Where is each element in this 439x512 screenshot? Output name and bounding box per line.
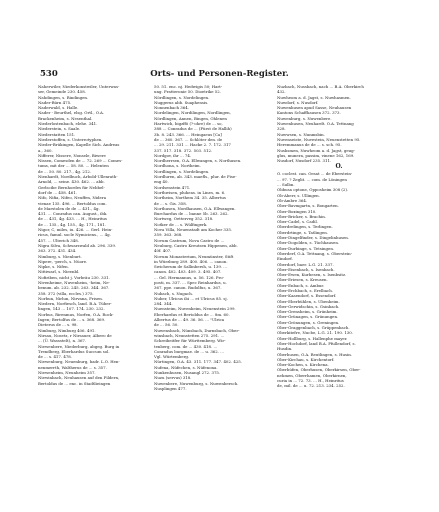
register-entry-line: Nusplingen 477.: [154, 385, 187, 391]
register-entry-line: Niedern, Norfiesch, land. B.A. Tüber-: [38, 301, 112, 307]
register-entry-line: Nahdingen, s. Rindingen.: [38, 94, 89, 100]
register-entry-line: 40f. 407.: [154, 248, 172, 254]
register-entry-line: ... 29. 211. 331 ... Hacke 2. 7. 172. 317: [154, 142, 231, 148]
register-entry-line: Ober-Eisenbach, s. Isenbach.: [277, 266, 335, 272]
register-entry-line: Nuber, Ulricus ibi ... et Ulricus 85. sj.: [154, 295, 228, 301]
register-entry-line: Oberdorf, baer. L.G. 21. 337.: [277, 261, 334, 267]
register-entry-line: Nuwenhusen apud Sasse, Neuhausen: [277, 105, 352, 111]
page-header: [0, 69, 439, 81]
register-entry-line: Ober-Kaaendorf, s. Essendorf.: [277, 293, 337, 299]
register-entry-line: de ... 56. 50.: [154, 322, 179, 328]
register-entry-line: winsbach, Neunstetten 275. 291. ...: [154, 332, 225, 338]
register-entry-line: de ... 431, 4g. 433. ... H., Heinritus: [38, 216, 107, 222]
register-entry-line: ... Sulbn.: [277, 182, 295, 188]
register-entry-line: Albertus de ... 49. 36. 56. ... "Ulrica: [154, 317, 225, 323]
register-entry-line: Nivenheime, Nuvenheim, -heim, Ne-: [38, 279, 110, 285]
register-entry-line: Oberdrelingen, s. Terlingen.: [277, 224, 333, 230]
register-entry-line: posti, m. 337. ... Spec Reinhardus, u.: [154, 279, 227, 285]
register-column-left: [38, 84, 152, 424]
register-entry-line: Ober-Graggenbach, s. Grüppenbach.: [277, 325, 350, 331]
register-entry-line: Nuwheom a. d. Jagst, s. Nuwhasmen.: [277, 94, 351, 100]
register-entry-line: Ober-Bavmgartn, s. Bongarten.: [277, 203, 339, 209]
register-entry-line: Schreibeitfer für Württemberg. Wir-: [154, 338, 226, 344]
register-entry-line: Vgl. Würtemberg.: [154, 354, 190, 360]
register-entry-line: 457. ... Ulterich 348.: [38, 237, 79, 243]
register-entry-line: Ober-Grünagen, s. Grünungen.: [277, 314, 339, 320]
register-entry-line: Niewinbach, Neuhausen auf den Fildern,: [38, 375, 120, 381]
register-entry-line: Nigra Silva, Schwarzwald ab. 296. 339.: [38, 242, 117, 248]
register-entry-line: Nonnenbach 364.: [154, 105, 189, 111]
register-entry-line: Novum Castrum, Nova Castro de ...: [154, 237, 225, 243]
register-entry-line: Northwisen, pluheas. in Lines, m. 6.: [154, 189, 226, 195]
register-entry-line: 328.: [277, 126, 286, 132]
register-entry-line: Oberhusen, O.A. Reutlingen, s. Husin.: [277, 351, 353, 357]
register-entry-line: nenmerrth, Waltherus de ... s. 357.: [38, 364, 107, 370]
register-entry-line: Nuzu (servus) 318.: [154, 375, 192, 381]
register-entry-line: ung. Fratteronie 50. Dioetrike 52.: [154, 89, 221, 95]
register-entry-line: 431. ... Conradus can. August., ibk.: [38, 211, 108, 217]
register-entry-line: Nittiwarl, s. Nieenbl.: [38, 269, 80, 275]
register-entry-line: Ober-Dogolden, s. Tüchhausen.: [277, 240, 340, 246]
register-entry-line: Nordhona, s. Northeim.: [154, 163, 201, 169]
register-entry-line: Nofiriben, nicht j. Vorbräu 230. 331.: [38, 274, 110, 280]
register-entry-line: Novum Monasterium, Neumünster, Stift: [154, 253, 234, 259]
page-number: 530: [40, 69, 58, 79]
register-entry-line: Trendberg, Eberhardus Succum sol.: [38, 348, 110, 354]
register-entry-line: Arnold, ... seine. 430. 462. ... abb.: [38, 179, 105, 185]
register-entry-line: 363. 372. 431. 434.: [38, 248, 77, 254]
register-entry-line: 432.: [277, 89, 286, 95]
register-entry-line: Nader - Beurthel, elsg. Ortl., O.A.: [38, 110, 105, 116]
register-entry-line: Ober-Hollburg, s. Hallenphe mayer.: [277, 335, 348, 341]
register-entry-line: Conradus burgmae. de ... u. 362. ...: [154, 348, 224, 354]
register-entry-line: Norbun, Nirlun, Nirvana, Frisen.: [38, 295, 103, 301]
register-entry-line: Nordherrsen, O.A. Ellwangen, s. Northusen.: [154, 158, 242, 164]
register-entry-line: Nuzbach, Nussbach, nach ... B.A. Oberkirch: [277, 84, 364, 89]
register-entry-line: Nubach, s. Nugach.: [154, 290, 193, 296]
register-entry-line: Burchardus de ... banne 5b. 263. 262.: [154, 211, 229, 217]
register-entry-line: in Würzburg 289. 400. 406. ... canon.: [154, 258, 228, 264]
register-entry-line: Swicherum de Sallinbersh, u. 139. ...: [154, 264, 227, 270]
register-entry-line: 367. ppe. canon. Rudolfus, u. 367.: [154, 285, 222, 291]
register-entry-line: Nader-Bürn 475.: [38, 99, 72, 105]
register-entry-line: nehmen, Oberrhamen, Oberkirnen,: [277, 372, 347, 378]
register-entry-line: 337. 517. 318. 372. 503. 512.: [154, 147, 213, 153]
register-entry-line: Nunkenhusen, Nusangl 272. 375.: [154, 370, 221, 376]
register-entry-line: Eindorf.: [277, 256, 293, 262]
register-entry-line: Ober-Gerwidschin, s. Gsinbach.: [277, 303, 340, 309]
register-entry-line: Ober-Bricker, s. Brachin.: [277, 213, 327, 219]
register-entry-line: Nirsau, Nosetz, r Nirsauer, Albero de: [38, 332, 112, 338]
register-entry-line: Naderwald, s. Halle.: [38, 105, 79, 111]
register-entry-line: Nordlingen, s. Nordelingen.: [154, 168, 210, 174]
register-entry-line: canon. 402. 403. 409. 3. 495. 407.: [154, 269, 222, 275]
register-entry-line: Ober-Eberbühlen, s. Ubenheim.: [277, 298, 340, 304]
register-entry-line: ... Gel. Hermannus, u. 56. 126. Pro-: [154, 274, 225, 280]
register-entry-line: Ober-Grönungen, s. Greningen.: [277, 319, 340, 325]
register-entry-line: 284. 344.: [154, 301, 173, 307]
register-entry-line: Nordgov, ihr ... 74.: [154, 152, 192, 158]
register-entry-line: de ... 135., 4g. 155., 4g. 171., 181.: [38, 221, 106, 227]
register-entry-line: Notker de ... s. Wülfingerk.: [154, 221, 208, 227]
register-entry-line: glus, munera, passim, vinene 162, 169.: [277, 152, 355, 158]
register-entry-line: Brackenheim, s. Nesenthal.: [38, 115, 93, 121]
register-entry-line: Ober-Hochdorf, land B.A. Pfullendorf, s.: [277, 340, 356, 346]
register-entry-line: Nifo, Nifia, Nifeo, Neuffen, Nidera: [38, 195, 107, 201]
register-entry-line: Ober-Dingelfinder, s. Dingelinhusen.: [277, 235, 350, 241]
register-entry-line: de Marstolen de de ... 431., 4g.: [38, 205, 100, 211]
register-entry-line: Nuggerus abb. Suaphensis.: [154, 99, 209, 105]
register-entry-line: Norbus, Rirenmus, Norfen, O.A. Rock-: [38, 311, 114, 317]
register-entry-line: benum. ab. 232. 245. 263. 344. 367.: [38, 285, 110, 291]
register-entry-line: ... 97. ? Zeglit. ... com. de Löningen: [277, 176, 347, 182]
register-entry-line: Nördlingen, s. Nordelingen.: [154, 94, 210, 100]
register-entry-line: 50. 51. enc. nj. Hedwigis 50; Hart-: [154, 84, 223, 89]
register-entry-line: Nortweg, Oetterveg 352. 318.: [154, 216, 214, 222]
register-entry-line: O. coclest. can. Oesat ... de Eberstein-: [277, 171, 353, 177]
register-entry-line: tenberg, com. de ... 430. 418. ...: [154, 343, 218, 349]
register-entry-line: 359. 363. 368.: [154, 232, 183, 238]
register-entry-line: de ... 360. 367. ... Schlöter den. de: [154, 136, 223, 142]
register-entry-line: Ober-Ewen, Kurbesen, s. Isenbsitz.: [277, 272, 347, 278]
register-entry-line: tums, mit der ... 58. 80. ... Helenten: [38, 163, 109, 169]
register-entry-line: 358. 372 (villa, eccles.) 375.: [38, 290, 94, 296]
register-entry-line: Naherwiler, Niederkonstwiler, Unterwas-: [38, 84, 120, 89]
page-title: Orts- und Personen-Register.: [150, 69, 289, 79]
register-column-middle: [154, 84, 274, 424]
register-entry-line: Nimburg, s. Nienburt.: [38, 253, 82, 259]
register-entry-line: Oberdrtinge, s. Tatlingen.: [277, 229, 328, 235]
register-entry-line: Dieterus de ... s. 98.: [38, 322, 78, 328]
register-entry-line: Niewenheim, Neunheim 357.: [38, 370, 96, 376]
register-entry-line: Oberkitefre, Nucbe, L.G. 21. 190. 130.: [277, 330, 353, 336]
register-entry-line: Nipere, -perch, s. Nüore.: [38, 258, 88, 264]
register-entry-line: vienae 135. 496. ... Bertoldus com.: [38, 200, 107, 206]
register-entry-line: Bertoldus de ... enc. in Stadtlieingen: [38, 380, 111, 386]
register-entry-line: Niederstatten 151.: [38, 131, 76, 137]
register-entry-line: Ober-Grensheim, s. Grünheim.: [277, 309, 338, 315]
register-entry-line: Neuburg, Castro Kreutsen Hippenen, abb.: [154, 242, 238, 248]
register-entry-line: Oberderf, O.A. Tettnang, s. Oberstein-: [277, 250, 353, 256]
register-entry-line: Ob-Aberr, s. Ullingen.: [277, 192, 320, 198]
register-column-right: [277, 84, 401, 424]
register-entry-line: de, mil. de ... u. 72. 213. 234. 252.: [277, 383, 345, 389]
register-entry-line: Nissen, Comesden de ... 72. 269 ... Comes-: [38, 158, 123, 164]
register-entry-line: Ober-Enbach, s. Ambur.: [277, 282, 325, 288]
register-entry-line: Northusen, Nordhausen, O.A. Ellwangen.: [154, 205, 236, 211]
register-entry-line: Ober-Kochen, s. Kirchena.: [277, 362, 329, 368]
register-entry-line: Ober-Boxingen 310.: [277, 208, 317, 214]
register-entry-line: Gerlscibe Bernhordes für Nebbel-: [38, 184, 105, 190]
section-letter-heading: O.: [335, 163, 343, 171]
register-entry-line: Nürtingen, O.A. 43. 311. 177. 347. 402. 425.: [154, 359, 243, 365]
register-entry-line: Nuwensbach, Nünsbach, Durnsbach, Ober-: [154, 327, 240, 333]
register-entry-line: Ober-Erchbach, s. Erelbach.: [277, 287, 333, 293]
register-entry-line: de ... s. Gis. 358.: [154, 200, 187, 206]
register-entry-line: de ... s. 417. 478.: [38, 354, 73, 360]
register-entry-line: Nipke, s. Nifen.: [38, 264, 69, 270]
register-entry-line: Nördlingen, Annen, Bingen, Ohlenen: [154, 115, 227, 121]
register-entry-line: Oberhüfen, Oberhusen, Oberkirsen, Ober-: [277, 367, 361, 373]
register-entry-line: ... (Ü. Wassstelt), n. 367.: [38, 338, 87, 344]
register-entry-line: Ober-Eriesen, s. Kreusen.: [277, 277, 328, 283]
register-entry-line: 388 ... Conradus de ... (Fürst de Hallih): [154, 126, 232, 132]
register-entry-line: Nordsenstein 471.: [154, 184, 191, 190]
register-entry-line: Nufena, Nüfechen, s. Nüfenona.: [154, 364, 218, 370]
register-entry-line: Obbusa optone, Opposheim 308 (2).: [277, 187, 349, 193]
register-entry-line: Ober-Kirchau, s. Kirchentorf.: [277, 356, 335, 362]
register-entry-line: Heremmanus de de ... s. sch. 95.: [277, 142, 342, 148]
register-entry-line: Nienhardt, Nordbuch, Arbold-Ullenrath-: [38, 174, 118, 180]
register-entry-line: curia in ... 72. 73. ... H., Heinritus: [277, 378, 344, 384]
register-entry-line: Nordelingen, Nordilingen, Nordlingen,: [154, 110, 231, 116]
register-entry-line: Nigor, C, miles, iu. 426. ... Gerl. Hein-: [38, 227, 113, 233]
register-entry-line: Ob-Ambre 364.: [277, 197, 308, 203]
register-entry-line: 3b. 8. 243. 366. ... Heingaeus [Ca]: [154, 131, 222, 137]
register-entry-line: Nuvenseiste, Nuvestein, Neuenstetten 95.: [277, 136, 361, 142]
register-entry-line: lingen, 143 ... 107. 174. 230. 232.: [38, 306, 105, 312]
register-entry-line: Husdin.: [277, 346, 293, 352]
register-entry-line: dorf de ... 458. 461.: [38, 189, 77, 195]
register-entry-line: Ingen; Bertolfus de ... s. 368. 369.: [38, 317, 106, 323]
register-entry-line: Niederstoffen, s. Unterrotyphen.: [38, 136, 103, 142]
register-entry-line: a., 360.: [38, 147, 53, 153]
register-entry-line: Kantons Schaffhausen 372. 373.: [277, 110, 341, 116]
register-entry-line: Nifferer, Nissere, Nonsele, Biwere: [38, 152, 106, 158]
register-entry-line: Hartwich, bigzffö (?-ohre) de ... so,: [154, 121, 223, 127]
register-entry-line: Nuwwsen, s. Nunmsbin.: [277, 131, 325, 137]
register-entry-line: Nuwenhusen, Neuhardt. O.A. Tettnang: [277, 121, 354, 127]
register-entry-line: Niederstein, s. Saale.: [38, 126, 81, 132]
register-entry-line: Nuensteim, Nuvenheim, Neuenstein 299.: [154, 306, 236, 312]
register-entry-line: ser, Gemeinde 230. 458.: [38, 89, 86, 95]
register-entry-line: Nuwdorf, s. Nusdorf.: [277, 99, 319, 105]
register-entry-line: Niewenburg, Neuenburg, badr. L.O. Hen-: [38, 359, 120, 365]
register-entry-line: Nuwenbere, Nuwenburg, s. Nuwenbersch.: [154, 380, 239, 386]
register-entry-line: Nordluren, ab. 343. maefls., plur. de Fise-: [154, 174, 237, 180]
register-entry-line: Nusdorf, Nusdorf 235. 311.: [277, 158, 332, 164]
register-entry-line: Ober-Cadel, s. Cadil.: [277, 219, 318, 225]
register-entry-line: Ober-Durbinge, s. Tetsingen.: [277, 245, 335, 251]
register-entry-line: Eberhardus et Bertoldus de ... 8m. 60.: [154, 311, 230, 317]
register-entry-line: ricus, famul. socle Nymiciens., ... 4g.: [38, 232, 111, 238]
register-entry-line: Nova Villa, Neuenstadt am Kocher 335.: [154, 227, 233, 233]
register-entry-line: Nuwenburg, s. Nuwenbere.: [277, 115, 332, 121]
register-entry-line: Nimburg, Nimburg 406. 491.: [38, 327, 96, 333]
register-entry-line: Niewenbere, Niederburg, abgeg. Burg in: [38, 343, 120, 349]
register-entry-line: Niederlostenbach, elehe. 341.: [38, 121, 98, 127]
register-entry-line: Nieder-Brükingen, Kapelle Sich. Andreas: [38, 142, 120, 148]
register-entry-line: de ... 50. 80. 217., 4g. 212.: [38, 168, 92, 174]
register-entry-line: Nushsmen, Nuwheom a. d. Jagst, geug-: [277, 147, 355, 153]
register-entry-line: eng 40.: [154, 179, 169, 185]
register-entry-line: Northeim, Northem 34. 35. Albertus: [154, 195, 226, 201]
